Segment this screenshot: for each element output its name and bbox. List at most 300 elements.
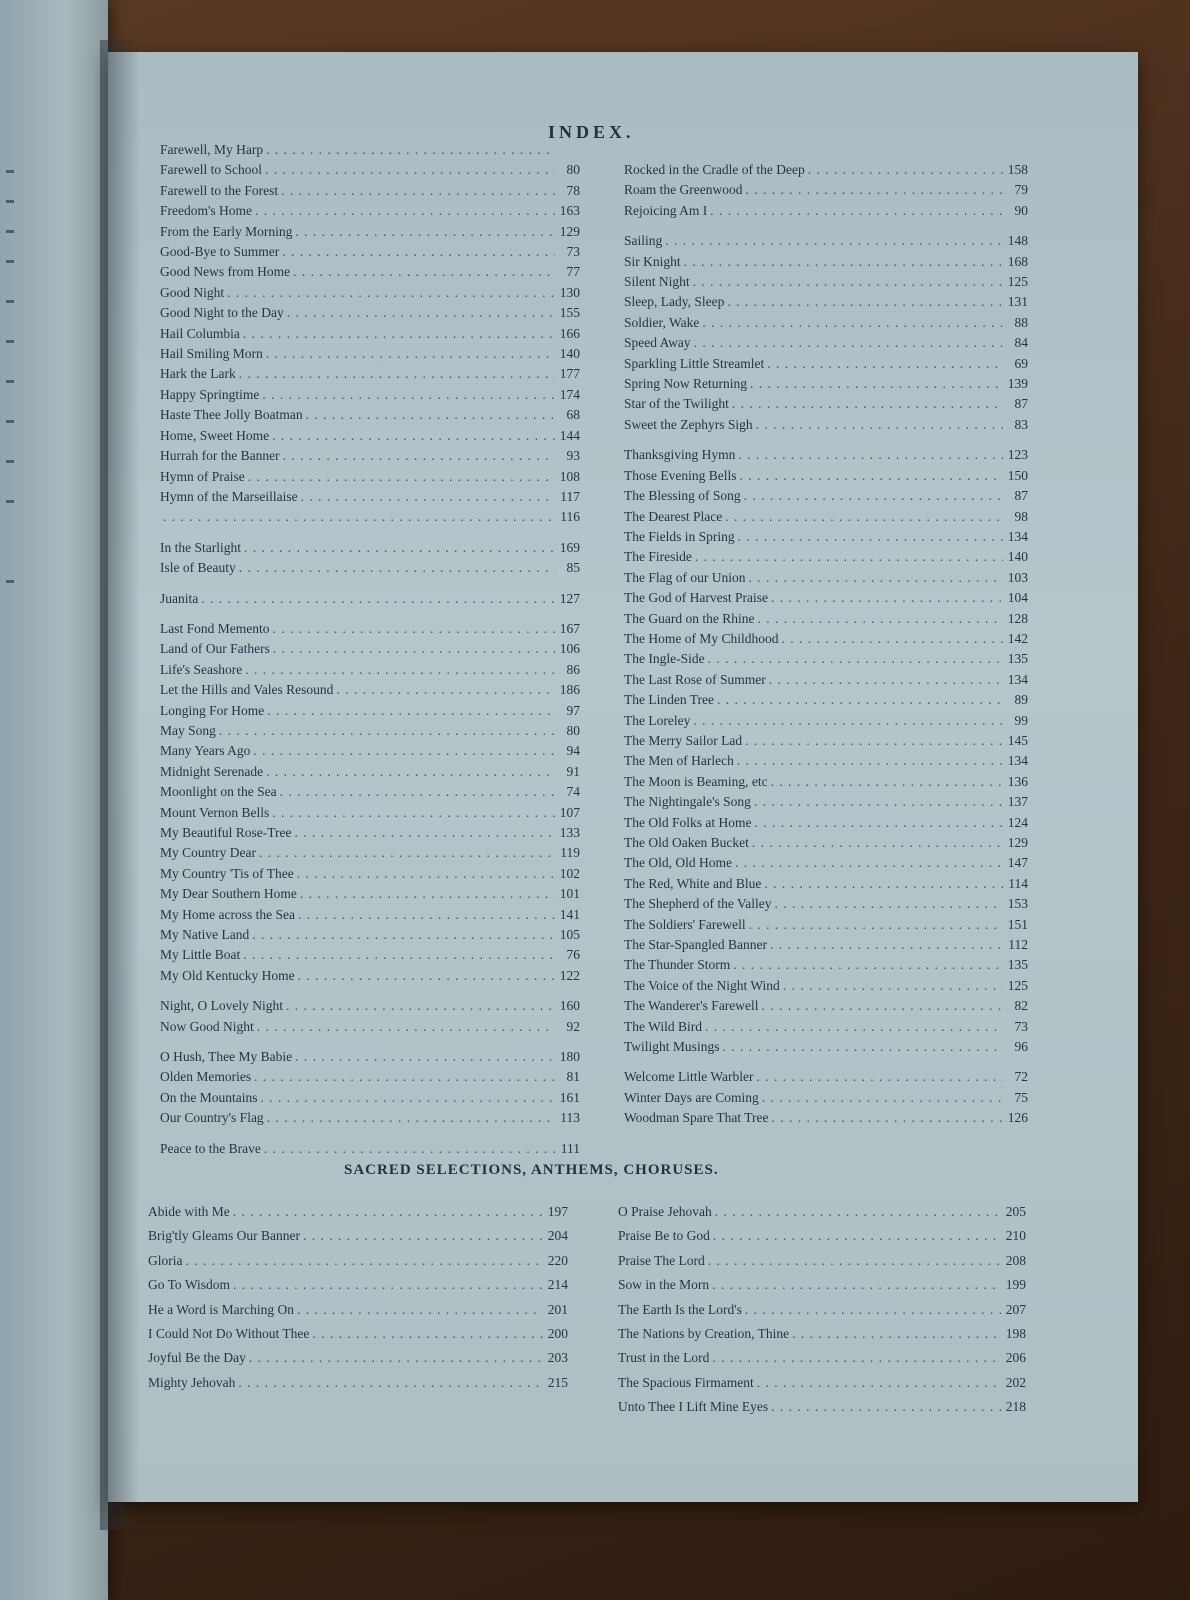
sacred-left-column <box>148 1200 568 1395</box>
entry-page-number: 197 <box>547 1204 568 1219</box>
entry-page-number: 207 <box>1005 1301 1026 1317</box>
dot-leader <box>254 1067 555 1087</box>
index-entry <box>624 394 1028 414</box>
entry-title: Haste Thee Jolly Boatman <box>160 407 303 423</box>
entry-title: The Dearest Place <box>624 508 723 524</box>
dot-leader <box>757 1371 1001 1395</box>
entry-page-number: 89 <box>1014 692 1028 708</box>
index-entry <box>148 1273 568 1297</box>
entry-title: Isle of Beauty <box>160 560 236 576</box>
index-entry <box>618 1224 1026 1248</box>
entry-page-number: 127 <box>559 590 580 606</box>
dot-leader <box>239 364 555 384</box>
index-entry <box>160 507 580 527</box>
entry-title: Praise Be to God <box>618 1228 710 1244</box>
entry-title: Life's Seashore <box>160 661 243 677</box>
entry-title: The Soldiers' Farewell <box>624 916 746 932</box>
index-entry <box>618 1322 1026 1346</box>
entry-title: The Last Rose of Summer <box>624 671 766 687</box>
dot-leader <box>717 690 1003 710</box>
dot-leader <box>808 160 1003 180</box>
entry-title: Last Fond Memento <box>160 620 270 636</box>
dot-leader <box>300 884 555 904</box>
dot-leader <box>281 181 555 201</box>
entry-page-number: 141 <box>559 906 580 922</box>
dot-leader <box>744 486 1003 506</box>
index-entry <box>160 426 580 446</box>
entry-title: Midnight Serenade <box>160 763 264 779</box>
index-entry <box>618 1249 1026 1273</box>
entry-page-number: 83 <box>1014 416 1028 432</box>
entry-title: Night, O Lovely Night <box>160 998 283 1014</box>
dot-leader <box>708 1249 1001 1273</box>
dot-leader <box>253 741 555 761</box>
index-entry <box>148 1346 568 1370</box>
entry-title: Now Good Night <box>160 1018 254 1034</box>
index-entry <box>160 385 580 405</box>
index-entry <box>624 568 1028 588</box>
entry-title: The Men of Harlech <box>624 753 734 769</box>
entry-page-number: 93 <box>566 448 580 464</box>
entry-title: Rejoicing Am I <box>624 202 708 218</box>
entry-title: Hail Smiling Morn <box>160 346 263 362</box>
entry-title: Mount Vernon Bells <box>160 804 270 820</box>
entry-title: Welcome Little Warbler <box>624 1069 754 1085</box>
index-entry <box>624 670 1028 690</box>
dot-leader <box>243 324 555 344</box>
entry-page-number: 101 <box>559 886 580 902</box>
entry-title: Our Country's Flag <box>160 1110 264 1126</box>
entry-page-number: 80 <box>566 162 580 178</box>
index-entry <box>160 538 580 558</box>
dot-leader <box>757 609 1003 629</box>
entry-title: The Ingle-Side <box>624 651 705 667</box>
dot-leader <box>239 558 555 578</box>
entry-page-number: 87 <box>1014 488 1028 504</box>
entry-title: The Earth Is the Lord's <box>618 1301 742 1317</box>
dot-leader <box>732 394 1003 414</box>
entry-title: Thanksgiving Hymn <box>624 447 736 463</box>
entry-page-number: 113 <box>560 1110 580 1126</box>
entry-title: Freedom's Home <box>160 203 253 219</box>
index-left-column <box>160 140 580 1159</box>
dot-leader <box>745 180 1003 200</box>
entry-page-number: 186 <box>559 682 580 698</box>
index-entry <box>624 792 1028 812</box>
entry-page-number: 218 <box>1005 1399 1026 1415</box>
entry-page-number: 205 <box>1005 1204 1026 1219</box>
entry-page-number: 168 <box>1007 253 1028 269</box>
index-entry <box>618 1346 1026 1370</box>
entry-page-number: 97 <box>566 702 580 718</box>
entry-title: From the Early Morning <box>160 223 293 239</box>
dot-leader <box>757 1067 1003 1087</box>
entry-page-number: 134 <box>1007 671 1028 687</box>
entry-title: The Wanderer's Farewell <box>624 998 759 1014</box>
dot-leader <box>782 629 1004 649</box>
index-entry <box>624 772 1028 792</box>
index-entry <box>624 874 1028 894</box>
dot-leader <box>287 303 555 323</box>
entry-page-number: 128 <box>1007 610 1028 626</box>
index-entry <box>160 762 580 782</box>
entry-page-number: 74 <box>566 784 580 800</box>
entry-page-number: 102 <box>559 865 580 881</box>
dot-leader <box>738 445 1003 465</box>
dot-leader <box>243 945 555 965</box>
entry-page-number: 139 <box>1007 376 1028 392</box>
index-entry <box>160 446 580 466</box>
entry-title: The Old Oaken Bucket <box>624 835 749 850</box>
index-entry <box>624 374 1028 394</box>
entry-title: Happy Springtime <box>160 386 260 402</box>
index-entry <box>160 996 580 1016</box>
dot-leader <box>262 385 555 405</box>
entry-title: The Flag of our Union <box>624 569 746 585</box>
entry-title: The Nightingale's Song <box>624 794 751 810</box>
dot-leader <box>267 701 555 721</box>
index-entry <box>624 1017 1028 1037</box>
entry-page-number: 77 <box>566 264 580 280</box>
entry-title: The Star-Spangled Banner <box>624 937 767 953</box>
dot-leader <box>295 1047 555 1067</box>
entry-title: Roam the Greenwood <box>624 182 743 198</box>
entry-title: Speed Away <box>624 335 691 351</box>
entry-title: Soldier, Wake <box>624 314 700 330</box>
dot-leader <box>266 140 555 160</box>
entry-title: My Country Dear <box>160 845 256 861</box>
entry-title: The Home of My Childhood <box>624 630 779 646</box>
entry-page-number: 145 <box>1007 732 1028 748</box>
entry-title: Hail Columbia <box>160 325 240 341</box>
index-entry <box>624 466 1028 486</box>
dot-leader <box>233 1200 543 1224</box>
dot-leader <box>286 996 555 1016</box>
dot-leader <box>756 415 1003 435</box>
dot-leader <box>772 1108 1003 1128</box>
index-entry <box>624 547 1028 567</box>
dot-leader <box>244 538 555 558</box>
entry-page-number: 137 <box>1007 794 1028 810</box>
dot-leader <box>694 333 1003 353</box>
entry-page-number: 72 <box>1014 1069 1028 1085</box>
dot-leader <box>293 262 555 282</box>
index-entry <box>618 1371 1026 1395</box>
entry-page-number: 76 <box>566 947 580 963</box>
entry-title: Peace to the Brave <box>160 1140 261 1156</box>
entry-page-number: 91 <box>566 763 580 779</box>
entry-page-number: 85 <box>566 560 580 576</box>
entry-title: The God of Harvest Praise <box>624 590 768 606</box>
index-spacer <box>624 1057 1028 1067</box>
entry-title: Good Night <box>160 284 225 300</box>
index-entry <box>160 1047 580 1067</box>
entry-page-number: 90 <box>1014 202 1028 218</box>
dot-leader <box>248 467 555 487</box>
dot-leader <box>273 639 555 659</box>
dot-leader <box>722 1037 1003 1057</box>
index-entry <box>148 1224 568 1248</box>
dot-leader <box>282 242 555 262</box>
entry-page-number: 200 <box>547 1326 568 1342</box>
dot-leader <box>754 792 1003 812</box>
entry-page-number: 201 <box>547 1301 568 1317</box>
entry-title: My Little Boat <box>160 947 241 963</box>
entry-page-number: 119 <box>560 845 580 861</box>
entry-page-number: 68 <box>566 407 580 423</box>
index-entry <box>160 1108 580 1128</box>
entry-page-number: 84 <box>1014 335 1028 351</box>
index-entry <box>624 313 1028 333</box>
entry-title: Joyful Be the Day <box>148 1350 246 1366</box>
dot-leader <box>762 996 1003 1016</box>
entry-title: Unto Thee I Lift Mine Eyes <box>618 1399 769 1415</box>
entry-page-number: 133 <box>559 825 580 840</box>
entry-title: The Nations by Creation, Thine <box>618 1326 790 1342</box>
index-entry <box>624 486 1028 506</box>
index-entry <box>624 180 1028 200</box>
entry-page-number: 214 <box>547 1277 568 1293</box>
index-entry <box>624 1108 1028 1128</box>
index-entry <box>160 660 580 680</box>
dot-leader <box>336 680 555 700</box>
dot-leader <box>702 313 1003 333</box>
entry-page-number: 215 <box>547 1374 568 1390</box>
entry-title: The Thunder Storm <box>624 957 731 973</box>
dot-leader <box>306 405 555 425</box>
entry-page-number: 103 <box>1007 569 1028 585</box>
dot-leader <box>769 670 1003 690</box>
entry-title: The Spacious Firmament <box>618 1374 754 1390</box>
index-entry <box>624 527 1028 547</box>
index-entry <box>624 292 1028 312</box>
entry-title: The Loreley <box>624 712 691 728</box>
entry-title: Spring Now Returning <box>624 376 747 392</box>
entry-title: The Linden Tree <box>624 692 714 708</box>
entry-title: Many Years Ago <box>160 743 251 759</box>
entry-page-number: 99 <box>1014 712 1028 728</box>
entry-page-number: 140 <box>1007 549 1028 565</box>
index-entry <box>148 1371 568 1395</box>
dot-leader <box>774 894 1003 914</box>
index-entry <box>624 915 1028 935</box>
entry-page-number: 208 <box>1005 1252 1026 1268</box>
index-entry <box>624 1088 1028 1108</box>
dot-leader <box>283 446 555 466</box>
entry-page-number: 88 <box>1014 314 1028 330</box>
index-entry <box>160 467 580 487</box>
entry-page-number: 169 <box>559 539 580 555</box>
index-entry <box>160 945 580 965</box>
entry-title: The Old Folks at Home <box>624 814 752 830</box>
entry-page-number: 177 <box>559 366 580 382</box>
index-entry <box>160 405 580 425</box>
index-entry <box>624 445 1028 465</box>
entry-title: The Shepherd of the Valley <box>624 896 772 912</box>
dot-leader <box>273 619 556 639</box>
dot-leader <box>739 466 1003 486</box>
dot-leader <box>163 507 555 527</box>
index-entry <box>160 181 580 201</box>
index-entry <box>624 833 1028 853</box>
entry-title: My Home across the Sea <box>160 906 295 922</box>
dot-leader <box>770 935 1003 955</box>
dot-leader <box>259 843 555 863</box>
dot-leader <box>665 231 1003 251</box>
dot-leader <box>295 222 555 242</box>
dot-leader <box>238 1371 543 1395</box>
index-entry <box>160 966 580 986</box>
dot-leader <box>249 1346 543 1370</box>
entry-title: I Could Not Do Without Thee <box>148 1326 310 1342</box>
dot-leader <box>725 507 1003 527</box>
entry-title: My Beautiful Rose-Tree <box>160 825 292 840</box>
entry-title: On the Mountains <box>160 1089 258 1105</box>
dot-leader <box>693 272 1003 292</box>
dot-leader <box>267 1108 555 1128</box>
entry-title: The Fireside <box>624 549 692 565</box>
sacred-right-column <box>618 1200 1026 1420</box>
entry-title: The Old, Old Home <box>624 855 732 871</box>
entry-page-number: 136 <box>1007 773 1028 789</box>
index-entry <box>160 864 580 884</box>
index-entry <box>160 242 580 262</box>
dot-leader <box>280 782 555 802</box>
entry-page-number: 167 <box>559 620 580 636</box>
entry-page-number: 107 <box>559 804 580 820</box>
entry-title: Sleep, Lady, Sleep <box>624 294 725 310</box>
dot-leader <box>771 588 1003 608</box>
entry-title: Longing For Home <box>160 702 265 718</box>
dot-leader <box>265 160 555 180</box>
index-entry <box>160 487 580 507</box>
entry-page-number: 105 <box>559 927 580 943</box>
dot-leader <box>298 966 555 986</box>
index-entry <box>618 1273 1026 1297</box>
entry-page-number: 108 <box>559 468 580 484</box>
entry-title: Sailing <box>624 233 663 249</box>
entry-title: Hymn of the Marseillaise <box>160 488 298 504</box>
entry-page-number: 199 <box>1005 1277 1026 1293</box>
index-entry <box>624 711 1028 731</box>
entry-title: Juanita <box>160 590 199 606</box>
dot-leader <box>297 864 555 884</box>
index-entry <box>160 140 580 160</box>
entry-page-number: 123 <box>1007 447 1028 463</box>
entry-title: Those Evening Bells <box>624 467 737 483</box>
entry-page-number: 112 <box>1008 937 1028 953</box>
entry-page-number: 130 <box>559 284 580 300</box>
entry-title: Good-Bye to Summer <box>160 244 280 260</box>
dot-leader <box>219 721 555 741</box>
entry-page-number: 96 <box>1014 1039 1028 1055</box>
index-entry <box>624 588 1028 608</box>
entry-title: Abide with Me <box>148 1204 230 1219</box>
index-entry <box>160 222 580 242</box>
entry-title: Star of the Twilight <box>624 396 729 412</box>
entry-page-number: 140 <box>559 346 580 362</box>
index-entry <box>624 333 1028 353</box>
index-entry <box>160 262 580 282</box>
index-entry <box>624 976 1028 996</box>
dot-leader <box>752 833 1003 853</box>
index-entry <box>624 853 1028 873</box>
dot-leader <box>301 487 555 507</box>
index-entry <box>624 751 1028 771</box>
entry-page-number: 180 <box>559 1049 580 1065</box>
index-spacer <box>160 609 580 619</box>
entry-page-number: 80 <box>566 722 580 738</box>
index-entry <box>160 1067 580 1087</box>
entry-page-number: 202 <box>1005 1374 1026 1390</box>
entry-title: My Dear Southern Home <box>160 886 297 902</box>
index-spacer <box>160 1129 580 1139</box>
entry-title: Hymn of Praise <box>160 468 245 484</box>
index-entry <box>160 721 580 741</box>
dot-leader <box>748 568 1003 588</box>
entry-title: Sir Knight <box>624 253 681 269</box>
entry-page-number: 81 <box>566 1069 580 1085</box>
dot-leader <box>715 1200 1001 1224</box>
index-entry <box>624 894 1028 914</box>
index-entry <box>624 160 1028 180</box>
index-entry <box>618 1298 1026 1322</box>
entry-title: My Native Land <box>160 927 250 943</box>
dot-leader <box>745 731 1003 751</box>
entry-title: Silent Night <box>624 274 690 290</box>
index-entry <box>148 1298 568 1322</box>
index-entry <box>624 1067 1028 1087</box>
dot-leader <box>266 344 555 364</box>
index-entry <box>160 324 580 344</box>
entry-title: The Red, White and Blue <box>624 875 762 891</box>
entry-page-number: 69 <box>1014 355 1028 371</box>
index-entry <box>624 649 1028 669</box>
entry-title: Winter Days are Coming <box>624 1089 759 1105</box>
index-entry <box>160 823 580 843</box>
entry-title: The Wild Bird <box>624 1018 702 1034</box>
entry-page-number: 134 <box>1007 528 1028 544</box>
dot-leader <box>297 1298 543 1322</box>
entry-page-number: 134 <box>1007 753 1028 769</box>
index-entry <box>618 1200 1026 1224</box>
index-entry <box>160 680 580 700</box>
entry-page-number: 155 <box>559 305 580 321</box>
entry-page-number: 87 <box>1014 396 1028 412</box>
dot-leader <box>783 976 1003 996</box>
index-spacer <box>624 435 1028 445</box>
entry-title: May Song <box>160 722 216 738</box>
dot-leader <box>684 252 1003 272</box>
index-entry <box>624 813 1028 833</box>
index-spacer <box>160 528 580 538</box>
dot-leader <box>708 649 1003 669</box>
entry-page-number: 144 <box>559 427 580 443</box>
index-entry <box>624 690 1028 710</box>
index-entry <box>160 884 580 904</box>
entry-page-number: 135 <box>1007 651 1028 667</box>
index-spacer <box>160 986 580 996</box>
entry-title: Let the Hills and Vales Resound <box>160 682 334 698</box>
entry-title: Sweet the Zephyrs Sigh <box>624 416 753 432</box>
entry-page-number: 135 <box>1007 957 1028 973</box>
entry-page-number: 111 <box>560 1140 580 1156</box>
entry-title: O Hush, Thee My Babie <box>160 1049 293 1065</box>
entry-page-number: 129 <box>1007 835 1028 850</box>
index-entry <box>160 364 580 384</box>
entry-title: Woodman Spare That Tree <box>624 1110 769 1126</box>
index-entry <box>624 354 1028 374</box>
